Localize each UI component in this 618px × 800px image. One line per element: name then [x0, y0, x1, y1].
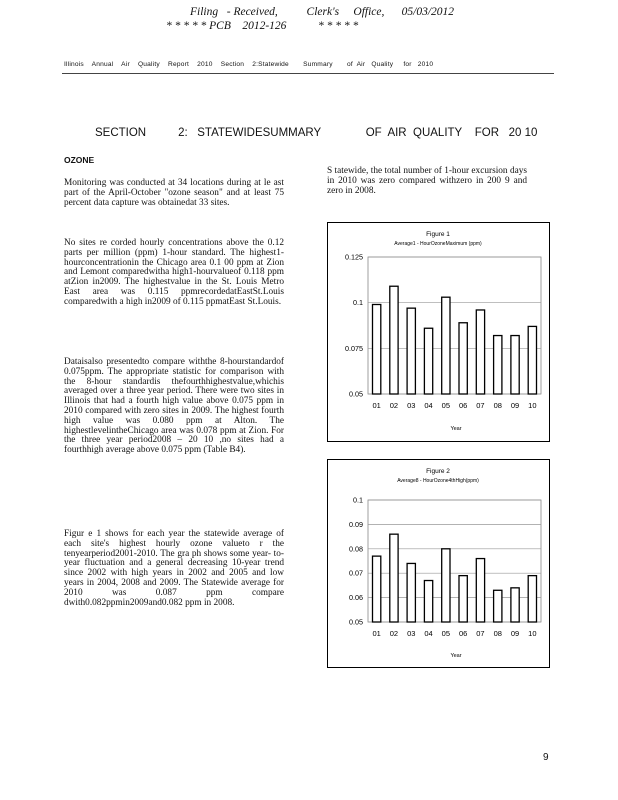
figure-2-ytick-label: 0.09 — [349, 519, 363, 529]
figure-1-bar — [476, 310, 484, 394]
figure-1-title: Figure 1 — [426, 231, 450, 238]
figure-2-bar — [407, 563, 415, 622]
figure-1-xtick-label: 06 — [458, 401, 468, 410]
figure-2-frame — [327, 459, 550, 668]
figure-1-bar — [528, 326, 536, 394]
right-column — [327, 167, 527, 196]
figure-2-bar — [459, 576, 467, 622]
figure-1-xlabel: Year — [450, 426, 462, 432]
section-title: SECTION 2: STATEWIDESUMMARY OF AIR QUALITY FOR 20 10 — [95, 127, 538, 139]
paragraph-figure-1: Figur e 1 shows for each year the statewide average of each site's highest hourly ozone valueto r the tenyearperiod2001-2010. The gra ph shows some year- to-year fluctuation and a general decreasing 10-year trend since 2002 with high years in 2002 and 2005 and low years in 2004, 2008 and 2009. The Statewide average for 2010 was 0.087 ppm compare dwith0.082ppmin2009and0.082 ppm in 2008. — [64, 529, 284, 608]
figure-1-bar — [442, 297, 450, 394]
left-column-3 — [64, 358, 284, 456]
figure-2-bar — [494, 590, 502, 622]
figure-2-bar — [372, 556, 380, 622]
figure-2-xtick-label: 05 — [441, 629, 451, 638]
figure-2-title: Figure 2 — [426, 468, 450, 475]
figure-1-ytick-label: 0.125 — [345, 252, 363, 262]
paragraph-one-hour: No sites re corded hourly concentrations above the 0.12 parts per million (ppm) 1-hour standard. The highest1-hourconcentrationin the Chicago area 0.1 00 ppm at Zion and Lemont comparedwitha high1-hourvalueof 0.118 ppm atZion in2009. The highestvalue in the St. Louis Metro East area was 0.115 ppmrecordedatEastSt.Louis comparedwith a high in2009 of 0.115 ppmatEast St.Louis. — [64, 238, 284, 307]
figure-1-xtick-label: 09 — [510, 401, 520, 410]
figure-1-subtitle: Average1 - HourOzoneMaximum (ppm) — [394, 241, 482, 247]
figure-2-xtick-label: 02 — [389, 629, 399, 638]
figure-2-ytick-label: 0.05 — [349, 617, 363, 627]
figure-1-bar — [372, 304, 380, 394]
header-rule — [62, 73, 554, 74]
figure-1-xtick-label: 02 — [389, 401, 399, 410]
paragraph-eight-hour: Dataisalso presentedto compare withthe 8-hourstandardof 0.075ppm. The appropriate statistic for comparison with the 8-hour standardis thefourthhighestvalue,whichis averaged over a three year period. There were two sites in Illinois that had a fourth high value above 0.075 ppm in 2010 compared with zero sites in 2009. The highest fourth high value was 0.080 ppm at Alton. The highestlevelintheChicago area was 0.078 ppm at Zion. For the three year period2008 – 20 10 ,no sites had a fourthhigh average above 0.075 ppm (Table B4). — [64, 357, 284, 456]
figure-2-bar — [442, 549, 450, 622]
figure-1-ytick-label: 0.075 — [345, 343, 363, 353]
figure-2-xtick-label: 08 — [493, 629, 502, 638]
figure-2-xtick-label: 01 — [372, 629, 381, 638]
figure-1-ytick-label: 0.05 — [349, 389, 363, 399]
figure-1-xtick-label: 05 — [441, 401, 451, 410]
figure-2-bar — [476, 559, 484, 622]
figure-1-xtick-label: 04 — [424, 401, 433, 410]
figure-2-bar — [528, 576, 536, 622]
figure-1-ytick-label: 0.1 — [353, 298, 363, 308]
figure-2-xtick-label: 07 — [476, 629, 485, 638]
figure-2-chart — [328, 460, 549, 667]
running-head: Illinois Annual Air Quality Report 2010 Section 2:Statewide Summary of Air Quality for 2010 — [64, 61, 434, 68]
filing-stamp-line2: * * * * * PCB 2012-126 * * * * * — [166, 20, 359, 32]
figure-2-subtitle: Average8 - HourOzone4thHigh(ppm) — [397, 478, 479, 484]
figure-2-xlabel: Year — [450, 653, 462, 659]
ozone-heading: OZONE — [64, 155, 95, 165]
figure-1-bar — [459, 323, 467, 394]
figure-1-bar — [390, 286, 398, 394]
figure-2-ytick-label: 0.07 — [349, 568, 363, 578]
figure-1-xtick-label: 07 — [476, 401, 485, 410]
left-column-4 — [64, 530, 284, 608]
figure-2-bar — [390, 534, 398, 622]
figure-2-xtick-label: 06 — [458, 629, 468, 638]
figure-1-bar — [424, 328, 432, 394]
figure-1-xtick-label: 08 — [493, 401, 502, 410]
paragraph-monitoring: Monitoring was conducted at 34 locations during at le ast part of the April-October "ozone season" and at least 75 percent data capture was obtainedat 33 sites. — [64, 178, 284, 208]
page-number: 9 — [543, 752, 549, 763]
left-column — [64, 179, 284, 208]
figure-1-bar — [494, 336, 502, 394]
figure-1-xtick-label: 10 — [528, 401, 537, 410]
figure-2-xtick-label: 03 — [407, 629, 416, 638]
figure-1-bar — [407, 308, 415, 394]
figure-2-xtick-label: 04 — [424, 629, 433, 638]
figure-1-chart — [328, 223, 549, 441]
figure-2-ytick-label: 0.08 — [349, 544, 363, 554]
figure-2-bar — [511, 588, 519, 622]
figure-2-ytick-label: 0.1 — [353, 495, 363, 505]
left-column-2 — [64, 239, 284, 308]
figure-1-frame — [327, 222, 550, 442]
filing-stamp-line1: Filing - Received, Clerk's Office, 05/03/2012 — [190, 6, 455, 18]
figure-2-xtick-label: 09 — [510, 629, 520, 638]
figure-2-bar — [424, 581, 432, 622]
figure-1-bar — [511, 336, 519, 394]
paragraph-excursion: S tatewide, the total number of 1-hour excursion days in 2010 was zero compared withzero in 200 9 and zero in 2008. — [327, 166, 527, 196]
figure-1-xtick-label: 03 — [407, 401, 416, 410]
figure-2-ytick-label: 0.06 — [349, 593, 363, 603]
figure-2-xtick-label: 10 — [528, 629, 537, 638]
figure-1-xtick-label: 01 — [372, 401, 381, 410]
